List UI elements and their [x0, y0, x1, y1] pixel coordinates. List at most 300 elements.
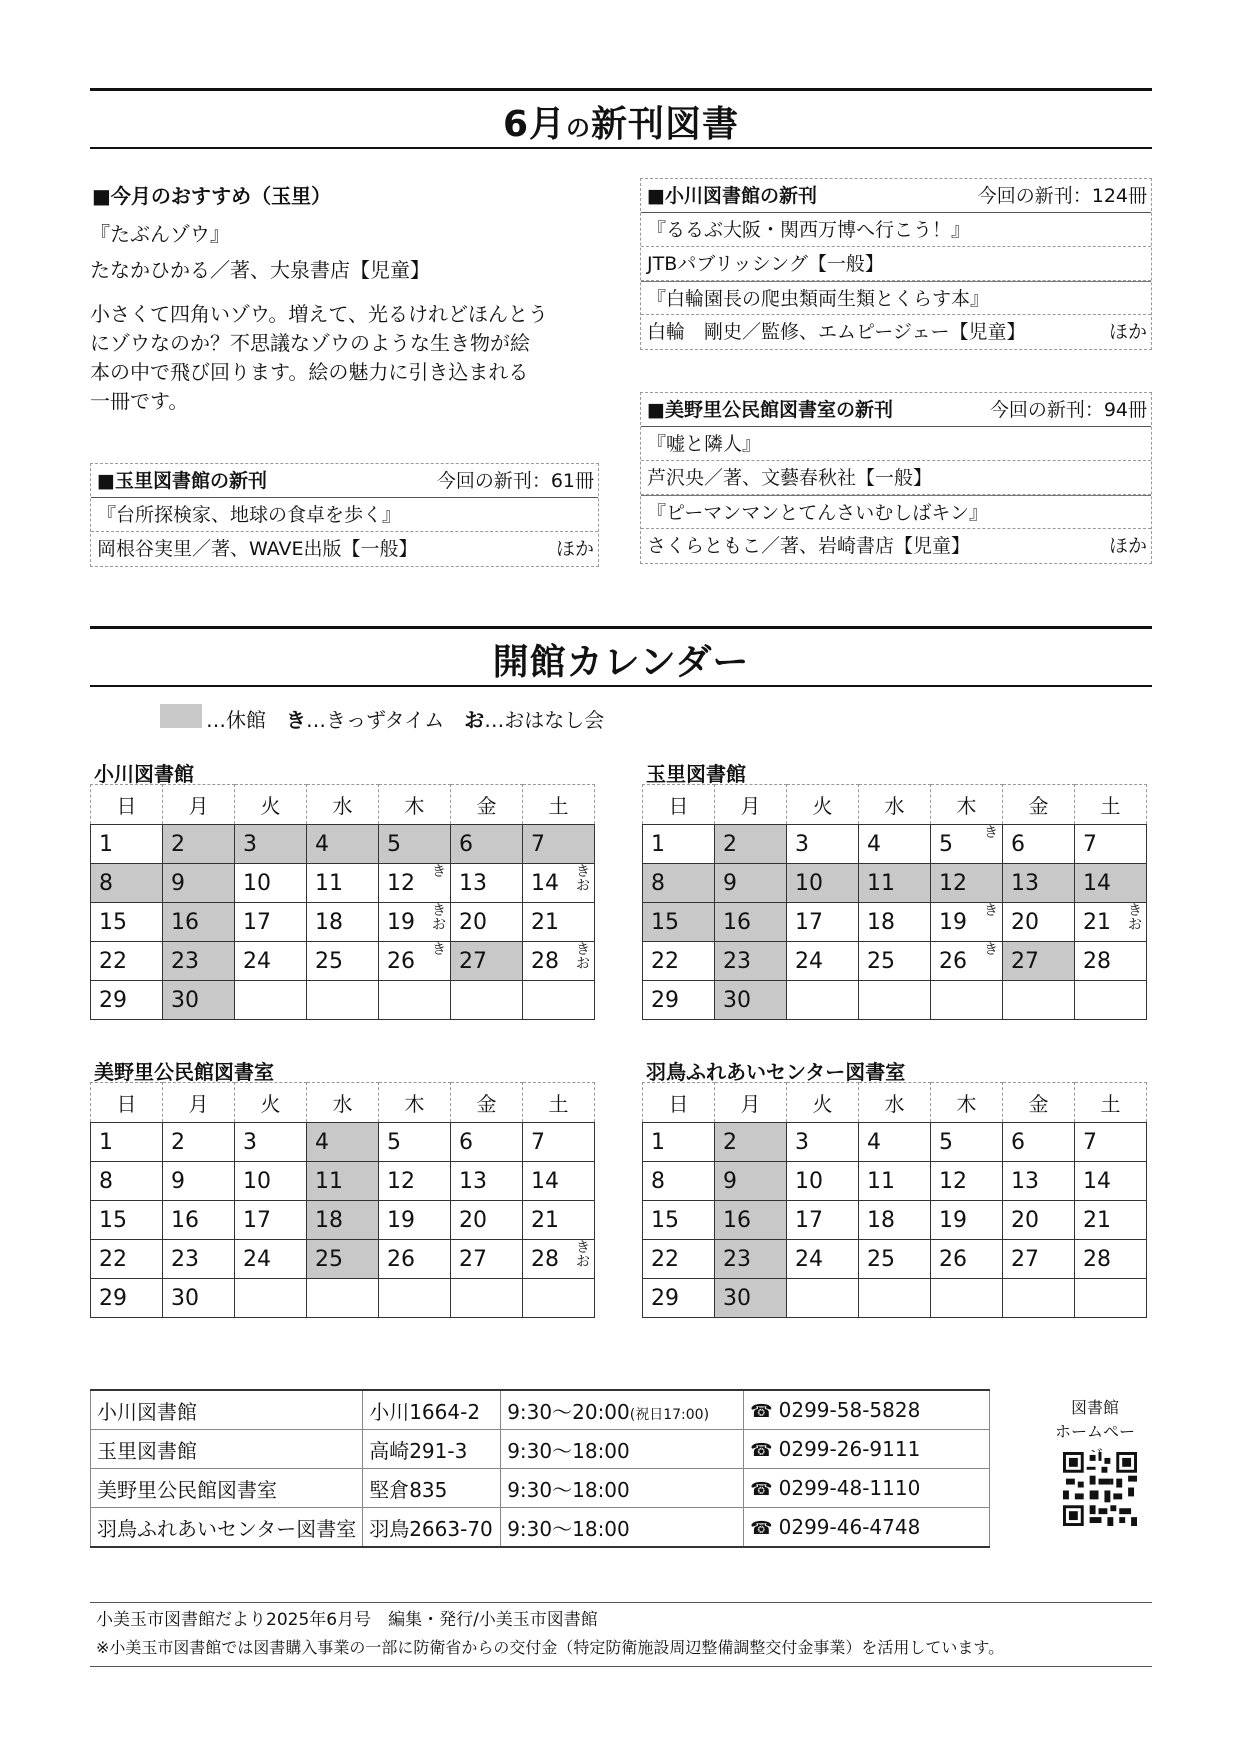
day-number: 21 [1083, 909, 1111, 935]
library-address: 羽鳥2663-70 [363, 1508, 501, 1548]
weekday-label: 水 [859, 1083, 931, 1123]
calendar-title: 開館カレンダー [492, 642, 750, 683]
ogawa-new-books-box [640, 178, 1152, 350]
day-number: 28 [531, 948, 559, 974]
calendar-empty-cell [307, 1279, 379, 1318]
weekday-label: 金 [1003, 785, 1075, 825]
calendar-day-4 [307, 825, 379, 864]
day-number: 7 [531, 831, 545, 857]
weekday-label: 月 [163, 785, 235, 825]
calendar-day-24 [787, 942, 859, 981]
calendar-minori [90, 1082, 595, 1318]
calendar-day-30 [715, 1279, 787, 1318]
calendar-day-8 [91, 1162, 163, 1201]
day-number: 27 [459, 1246, 487, 1272]
event-mark: き お [432, 903, 446, 933]
calendar-week-row [643, 981, 1147, 1020]
calendar-day-26 [931, 1240, 1003, 1279]
calendar-week-row [643, 1279, 1147, 1318]
minori-book-1-title: 『嘘と隣人』 [641, 427, 1151, 461]
day-number: 30 [171, 987, 199, 1013]
ogawa-book-2-title: 『白輪園長の爬虫類両生類とくらす本』 [641, 281, 1151, 315]
event-mark: き お [576, 864, 590, 894]
day-number: 4 [867, 831, 881, 857]
calendar-day-21 [1075, 1201, 1147, 1240]
minori-count: 今回の新刊：94冊 [989, 399, 1147, 421]
calendar-day-13 [1003, 864, 1075, 903]
day-number: 7 [1083, 1129, 1097, 1155]
calendar-ogawa [90, 784, 595, 1020]
calendar-empty-cell [523, 981, 595, 1020]
tel-number[interactable]: 0299-58-5828 [778, 1398, 921, 1422]
day-number: 24 [243, 1246, 271, 1272]
day-number: 2 [723, 831, 737, 857]
phone-icon: ☎ [750, 1401, 773, 1422]
calendar-day-22 [91, 1240, 163, 1279]
calendar-day-5 [379, 825, 451, 864]
minori-book-2-title: 『ピーマンマンとてんさいむしばキン』 [641, 495, 1151, 529]
day-number: 9 [171, 870, 185, 896]
day-number: 4 [315, 831, 329, 857]
calendar-day-16 [715, 903, 787, 942]
tamari-count: 今回の新刊：61冊 [436, 470, 594, 492]
day-number: 16 [723, 1207, 751, 1233]
calendar-day-1 [91, 1123, 163, 1162]
calendar-week-row [91, 1162, 595, 1201]
calendar-day-2 [715, 1123, 787, 1162]
day-number: 6 [1011, 831, 1025, 857]
tamari-book-1-author: 岡根谷実里／著、WAVE出版【一般】 ほか [91, 532, 598, 566]
day-number: 30 [723, 987, 751, 1013]
day-number: 8 [99, 1168, 113, 1194]
day-number: 21 [531, 909, 559, 935]
day-number: 14 [1083, 870, 1111, 896]
calendar-empty-cell [523, 1279, 595, 1318]
cal-title-tamari: 玉里図書館 [646, 762, 746, 786]
calendar-day-20 [1003, 1201, 1075, 1240]
calendar-day-18 [307, 1201, 379, 1240]
day-number: 7 [1083, 831, 1097, 857]
calendar-day-9 [715, 864, 787, 903]
tamari-box-header: ■玉里図書館の新刊 今回の新刊：61冊 [91, 464, 598, 498]
ogawa-book-1-author: JTBパブリッシング【一般】 [641, 247, 1151, 281]
day-number: 10 [795, 870, 823, 896]
calendar-day-22 [643, 1240, 715, 1279]
day-number: 10 [243, 1168, 271, 1194]
calendar-day-8 [91, 864, 163, 903]
day-number: 28 [1083, 1246, 1111, 1272]
phone-icon: ☎ [750, 1479, 773, 1500]
calendar-empty-cell [451, 981, 523, 1020]
day-number: 1 [99, 1129, 113, 1155]
calendar-week-row [643, 942, 1147, 981]
day-number: 12 [387, 1168, 415, 1194]
day-number: 29 [99, 1285, 127, 1311]
calendar-day-27 [451, 1240, 523, 1279]
day-number: 25 [867, 1246, 895, 1272]
calendar-day-14 [1075, 1162, 1147, 1201]
calendar-hatori [642, 1082, 1147, 1318]
day-number: 10 [795, 1168, 823, 1194]
day-number: 11 [315, 1168, 343, 1194]
library-name: 美野里公民館図書室 [91, 1469, 363, 1508]
calendar-day-27 [451, 942, 523, 981]
event-mark: き お [1128, 903, 1142, 933]
day-number: 27 [1011, 1246, 1039, 1272]
calendar-day-6 [451, 825, 523, 864]
day-number: 28 [531, 1246, 559, 1272]
calendar-day-7 [523, 1123, 595, 1162]
day-number: 13 [1011, 870, 1039, 896]
day-number: 15 [99, 909, 127, 935]
day-number: 2 [171, 1129, 185, 1155]
calendar-day-13 [451, 864, 523, 903]
day-number: 22 [651, 948, 679, 974]
phone-icon: ☎ [750, 1440, 773, 1461]
day-number: 22 [651, 1246, 679, 1272]
footer-rule-bottom [90, 1666, 1152, 1667]
calendar-week-row [91, 1279, 595, 1318]
calendar-day-14 [523, 1162, 595, 1201]
weekday-label: 日 [643, 785, 715, 825]
day-number: 23 [723, 948, 751, 974]
weekday-label: 日 [91, 1083, 163, 1123]
calendar-week-row [643, 1123, 1147, 1162]
calendar-day-11 [307, 1162, 379, 1201]
library-info-row [91, 1430, 990, 1469]
calendar-empty-cell [1003, 1279, 1075, 1318]
footer-line-1: 小美玉市図書館だより2025年6月号 編集・発行/小美玉市図書館 [96, 1610, 598, 1630]
event-mark: き [984, 903, 998, 919]
calendar-day-20 [1003, 903, 1075, 942]
calendar-day-5 [379, 1123, 451, 1162]
calendar-day-30 [715, 981, 787, 1020]
legend-text: …休館 き…きっずタイム お…おはなし会 [206, 708, 605, 732]
weekday-label: 火 [235, 785, 307, 825]
event-mark: き [432, 942, 446, 958]
calendar-day-28 [1075, 942, 1147, 981]
day-number: 7 [531, 1129, 545, 1155]
day-number: 26 [387, 1246, 415, 1272]
calendar-week-row [91, 864, 595, 903]
minori-book-1-author: 芦沢央／著、文藝春秋社【一般】 [641, 461, 1151, 495]
day-number: 19 [939, 909, 967, 935]
calendar-title-underline [90, 685, 1152, 687]
calendar-day-28 [523, 942, 595, 981]
tamari-more: ほか [555, 538, 594, 560]
calendar-empty-cell [235, 1279, 307, 1318]
calendar-day-12 [379, 1162, 451, 1201]
calendar-day-12 [931, 1162, 1003, 1201]
calendar-week-row [643, 1201, 1147, 1240]
minori-more: ほか [1108, 535, 1147, 557]
calendar-day-6 [1003, 1123, 1075, 1162]
cal-title-hatori: 羽鳥ふれあいセンター図書室 [646, 1060, 906, 1084]
calendar-day-16 [163, 1201, 235, 1240]
calendar-week-row [643, 1162, 1147, 1201]
calendar-day-23 [163, 1240, 235, 1279]
calendar-day-7 [523, 825, 595, 864]
day-number: 16 [171, 1207, 199, 1233]
calendar-day-6 [1003, 825, 1075, 864]
calendar-day-19 [931, 1201, 1003, 1240]
day-number: 18 [315, 1207, 343, 1233]
calendar-day-9 [163, 1162, 235, 1201]
day-number: 22 [99, 948, 127, 974]
calendar-empty-cell [859, 1279, 931, 1318]
calendar-day-24 [235, 1240, 307, 1279]
new-books-title-underline [90, 147, 1152, 149]
calendar-day-17 [787, 903, 859, 942]
calendar-day-18 [859, 1201, 931, 1240]
day-number: 4 [315, 1129, 329, 1155]
calendar-day-1 [643, 1123, 715, 1162]
calendar-week-row [643, 903, 1147, 942]
library-info-row [91, 1508, 990, 1548]
calendar-day-11 [307, 864, 379, 903]
weekday-header-row [643, 785, 1147, 825]
weekday-label: 金 [451, 1083, 523, 1123]
weekday-header-row [91, 785, 595, 825]
calendar-week-row [91, 1240, 595, 1279]
calendar-day-2 [163, 1123, 235, 1162]
day-number: 3 [795, 1129, 809, 1155]
day-number: 4 [867, 1129, 881, 1155]
ogawa-more: ほか [1108, 321, 1147, 343]
calendar-day-27 [1003, 942, 1075, 981]
calendar-day-26 [931, 942, 1003, 981]
library-hours [501, 1390, 744, 1430]
calendar-week-row [91, 1123, 595, 1162]
minori-new-books-box [640, 392, 1152, 564]
calendar-empty-cell [931, 981, 1003, 1020]
calendar-day-4 [859, 1123, 931, 1162]
calendar-empty-cell [379, 1279, 451, 1318]
calendar-week-row [643, 825, 1147, 864]
calendar-day-9 [715, 1162, 787, 1201]
calendar-empty-cell [307, 981, 379, 1020]
day-number: 3 [243, 1129, 257, 1155]
footer-rule-top [90, 1602, 1152, 1603]
minori-box-header: ■美野里公民館図書室の新刊 今回の新刊：94冊 [641, 393, 1151, 427]
day-number: 12 [939, 1168, 967, 1194]
calendar-empty-cell [1075, 981, 1147, 1020]
day-number: 1 [99, 831, 113, 857]
day-number: 30 [723, 1285, 751, 1311]
day-number: 5 [939, 831, 953, 857]
day-number: 14 [1083, 1168, 1111, 1194]
weekday-label: 日 [643, 1083, 715, 1123]
weekday-label: 金 [1003, 1083, 1075, 1123]
day-number: 11 [315, 870, 343, 896]
library-tel [744, 1430, 990, 1469]
hours-text: 9:30〜18:00 [507, 1438, 630, 1463]
day-number: 5 [939, 1129, 953, 1155]
day-number: 22 [99, 1246, 127, 1272]
calendar-day-8 [643, 1162, 715, 1201]
calendar-day-8 [643, 864, 715, 903]
day-number: 20 [1011, 909, 1039, 935]
day-number: 12 [387, 870, 415, 896]
day-number: 8 [99, 870, 113, 896]
calendar-day-9 [163, 864, 235, 903]
calendar-day-26 [379, 942, 451, 981]
calendar-day-15 [643, 903, 715, 942]
calendar-day-23 [163, 942, 235, 981]
calendar-day-22 [643, 942, 715, 981]
day-number: 20 [1011, 1207, 1039, 1233]
day-number: 15 [651, 1207, 679, 1233]
legend-closed-swatch [160, 704, 202, 728]
day-number: 25 [315, 948, 343, 974]
calendar-day-10 [235, 1162, 307, 1201]
day-number: 23 [171, 1246, 199, 1272]
library-info-table [90, 1389, 990, 1548]
calendar-day-2 [163, 825, 235, 864]
calendar-day-10 [235, 864, 307, 903]
library-hours [501, 1508, 744, 1548]
weekday-label: 火 [787, 785, 859, 825]
weekday-label: 木 [379, 1083, 451, 1123]
calendar-day-22 [91, 942, 163, 981]
day-number: 6 [1011, 1129, 1025, 1155]
footer-line-2: ※小美玉市図書館では図書購入事業の一部に防衛省からの交付金（特定防衛施設周辺整備調整交付金事業）を活用しています。 [96, 1638, 1005, 1657]
calendar-top-rule [90, 626, 1152, 629]
day-number: 28 [1083, 948, 1111, 974]
calendar-day-14 [1075, 864, 1147, 903]
calendar-day-17 [787, 1201, 859, 1240]
calendar-day-18 [307, 903, 379, 942]
calendar-week-row [91, 903, 595, 942]
calendar-day-29 [643, 981, 715, 1020]
calendar-day-1 [643, 825, 715, 864]
day-number: 29 [651, 1285, 679, 1311]
day-number: 13 [459, 1168, 487, 1194]
weekday-label: 金 [451, 785, 523, 825]
calendar-empty-cell [931, 1279, 1003, 1318]
event-mark: き [984, 825, 998, 841]
weekday-label: 木 [931, 1083, 1003, 1123]
calendar-day-7 [1075, 825, 1147, 864]
calendar-empty-cell [235, 981, 307, 1020]
calendar-day-21 [523, 903, 595, 942]
homepage-qr-code-icon[interactable] [1063, 1452, 1137, 1526]
library-tel [744, 1508, 990, 1548]
calendar-day-3 [787, 1123, 859, 1162]
weekday-label: 木 [379, 785, 451, 825]
day-number: 29 [99, 987, 127, 1013]
minori-book-2-author: さくらともこ／著、岩崎書店【児童】 ほか [641, 529, 1151, 563]
hours-text: 9:30〜18:00 [507, 1477, 630, 1502]
calendar-day-24 [787, 1240, 859, 1279]
calendar-day-14 [523, 864, 595, 903]
tel-number[interactable]: 0299-48-1110 [778, 1476, 921, 1500]
calendar-day-30 [163, 1279, 235, 1318]
day-number: 20 [459, 909, 487, 935]
day-number: 18 [315, 909, 343, 935]
calendar-day-29 [91, 981, 163, 1020]
calendar-day-18 [859, 903, 931, 942]
day-number: 27 [459, 948, 487, 974]
recommend-description: 小さくて四角いゾウ。増えて、光るけれどほんとう にゾウなのか？不思議なゾウのような生き物が絵 本の中で飛び回ります。絵の魅力に引き込まれる 一冊です。 [90, 302, 548, 413]
day-number: 5 [387, 831, 401, 857]
calendar-week-row [91, 981, 595, 1020]
weekday-label: 日 [91, 785, 163, 825]
day-number: 14 [531, 870, 559, 896]
calendar-day-15 [643, 1201, 715, 1240]
weekday-label: 土 [1075, 785, 1147, 825]
day-number: 18 [867, 1207, 895, 1233]
day-number: 20 [459, 1207, 487, 1233]
calendar-week-row [91, 1201, 595, 1240]
calendar-day-3 [235, 1123, 307, 1162]
calendar-day-25 [307, 942, 379, 981]
library-info-row [91, 1469, 990, 1508]
calendar-week-row [643, 864, 1147, 903]
tel-number[interactable]: 0299-26-9111 [778, 1437, 921, 1461]
ogawa-box-header: ■小川図書館の新刊 今回の新刊：124冊 [641, 179, 1151, 213]
day-number: 8 [651, 1168, 665, 1194]
day-number: 1 [651, 831, 665, 857]
weekday-label: 水 [307, 785, 379, 825]
calendar-day-29 [91, 1279, 163, 1318]
ogawa-book-1-title: 『るるぶ大阪・関西万博へ行こう！』 [641, 213, 1151, 247]
calendar-day-5 [931, 1123, 1003, 1162]
calendar-day-25 [859, 1240, 931, 1279]
hours-note: (祝日17:00) [629, 1406, 710, 1423]
calendar-empty-cell [859, 981, 931, 1020]
day-number: 12 [939, 870, 967, 896]
calendar-day-21 [523, 1201, 595, 1240]
calendar-day-26 [379, 1240, 451, 1279]
day-number: 19 [387, 909, 415, 935]
calendar-day-15 [91, 903, 163, 942]
day-number: 15 [99, 1207, 127, 1233]
calendar-day-17 [235, 903, 307, 942]
event-mark: き お [576, 1240, 590, 1270]
calendar-day-13 [451, 1162, 523, 1201]
day-number: 3 [795, 831, 809, 857]
day-number: 9 [723, 870, 737, 896]
day-number: 9 [171, 1168, 185, 1194]
weekday-label: 木 [931, 785, 1003, 825]
day-number: 24 [795, 1246, 823, 1272]
day-number: 25 [867, 948, 895, 974]
recommend-book-title: 『たぶんゾウ』 [90, 222, 230, 246]
library-name: 小川図書館 [91, 1390, 363, 1430]
day-number: 1 [651, 1129, 665, 1155]
calendar-day-20 [451, 903, 523, 942]
weekday-label: 月 [715, 1083, 787, 1123]
calendar-empty-cell [451, 1279, 523, 1318]
day-number: 17 [243, 1207, 271, 1233]
day-number: 11 [867, 1168, 895, 1194]
day-number: 8 [651, 870, 665, 896]
calendar-day-25 [859, 942, 931, 981]
library-address: 堅倉835 [363, 1469, 501, 1508]
calendar-day-19 [931, 903, 1003, 942]
day-number: 19 [387, 1207, 415, 1233]
recommend-author: たなかひかる／著、大泉書店【児童】 [90, 258, 430, 282]
calendar-day-2 [715, 825, 787, 864]
calendar-day-25 [307, 1240, 379, 1279]
tel-number[interactable]: 0299-46-4748 [778, 1515, 921, 1539]
day-number: 23 [171, 948, 199, 974]
day-number: 2 [171, 831, 185, 857]
day-number: 13 [1011, 1168, 1039, 1194]
weekday-label: 火 [235, 1083, 307, 1123]
calendar-week-row [91, 825, 595, 864]
